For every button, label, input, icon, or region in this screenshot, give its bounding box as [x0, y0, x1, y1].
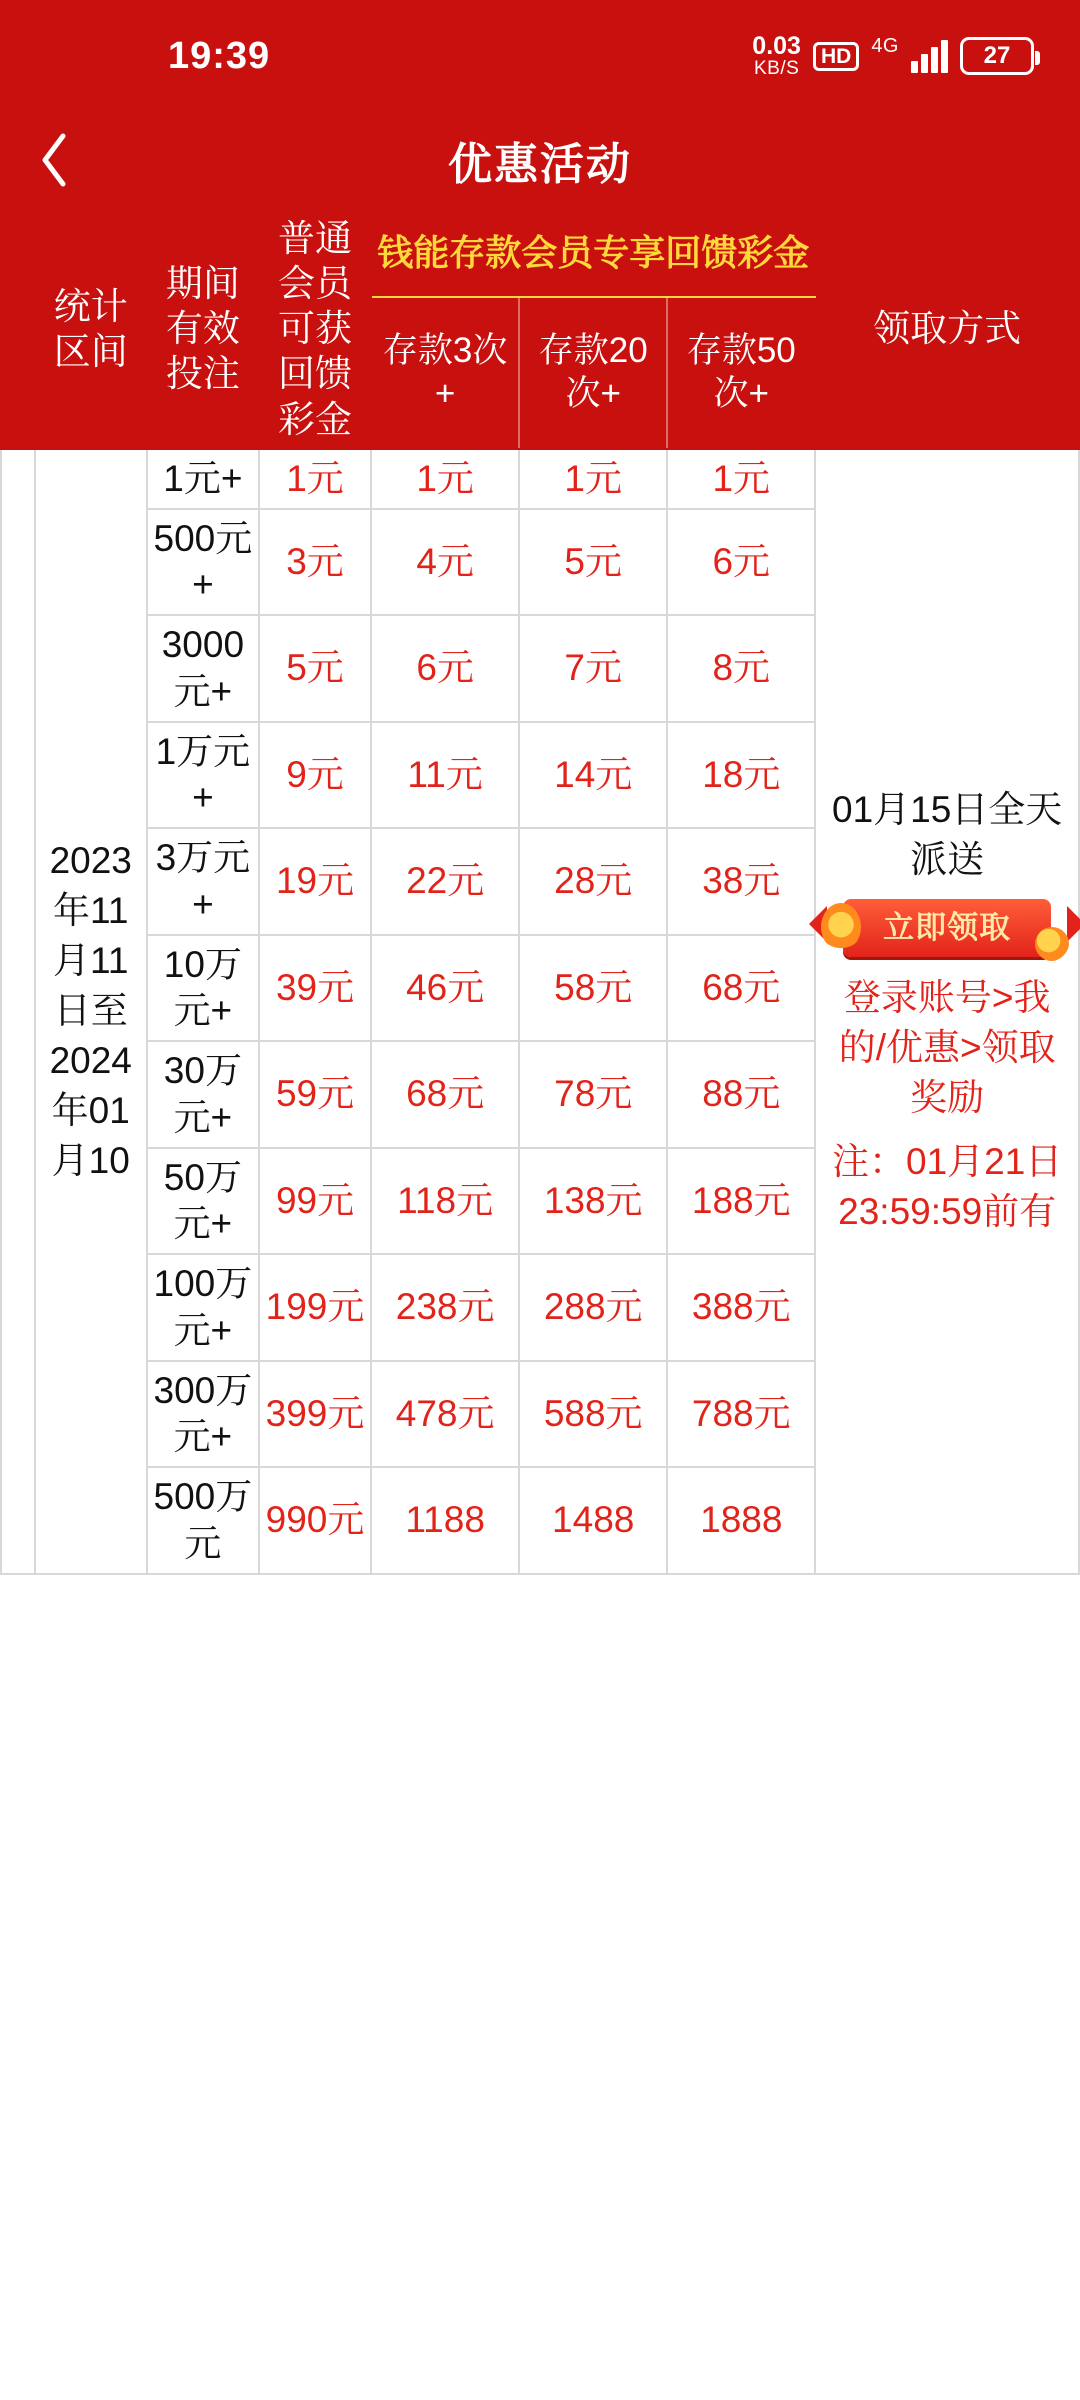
header-deposit-50: 存款50次+: [667, 297, 815, 448]
cell-d20: 588元: [519, 1361, 667, 1468]
cell-d20: 78元: [519, 1041, 667, 1148]
chevron-left-icon: [37, 130, 73, 190]
cell-d20: 58元: [519, 935, 667, 1042]
cell-bet: 500万元: [147, 1467, 259, 1574]
cell-d3: 118元: [371, 1148, 519, 1255]
cell-d3: 6元: [371, 615, 519, 722]
battery-level-label: 27: [983, 42, 1011, 69]
status-clock: 19:39: [168, 34, 271, 77]
cell-normal: 990元: [259, 1467, 371, 1574]
cell-normal: 199元: [259, 1254, 371, 1361]
cell-bet: 3万元+: [147, 828, 259, 935]
cell-d50: 18元: [667, 722, 815, 829]
cell-bet: 50万元+: [147, 1148, 259, 1255]
title-bar: [0, 112, 1080, 208]
claim-schedule: 01月15日全天派送: [832, 789, 1063, 881]
table-body-left-edge: [1, 449, 35, 1574]
cell-d50: 788元: [667, 1361, 815, 1468]
header-vip-group: 钱能存款会员专享回馈彩金: [371, 209, 815, 297]
cell-normal: 39元: [259, 935, 371, 1042]
claim-now-button[interactable]: 立即领取: [843, 899, 1051, 957]
header-claim-method: 领取方式: [815, 209, 1079, 449]
cell-d3: 238元: [371, 1254, 519, 1361]
cell-d3: 46元: [371, 935, 519, 1042]
cell-bet: 3000元+: [147, 615, 259, 722]
cell-bet: 1元+: [147, 449, 259, 509]
signal-bars-icon: [911, 39, 948, 73]
network-speed-unit: KB/S: [753, 58, 800, 79]
cell-period-value: 2023年11月11日至2024年01月10: [35, 449, 147, 1574]
cell-d50: 388元: [667, 1254, 815, 1361]
cell-normal: 399元: [259, 1361, 371, 1468]
cell-d50: 38元: [667, 828, 815, 935]
promo-table: [0, 208, 1080, 1575]
cell-bet: 10万元+: [147, 935, 259, 1042]
cell-normal: 19元: [259, 828, 371, 935]
promo-table-wrapper: [0, 208, 1080, 1575]
cell-bet: 1万元+: [147, 722, 259, 829]
cell-d50: 68元: [667, 935, 815, 1042]
hd-badge-icon: HD: [813, 42, 859, 71]
back-button[interactable]: [0, 112, 110, 208]
cell-d3: 22元: [371, 828, 519, 935]
cell-bet: 300万元+: [147, 1361, 259, 1468]
cell-d50: 6元: [667, 509, 815, 616]
status-bar: [0, 0, 1080, 112]
cell-d3: 11元: [371, 722, 519, 829]
cell-bet: 500元+: [147, 509, 259, 616]
table-header-row-1: [1, 209, 1079, 297]
header-valid-bet: 期间有效投注: [147, 209, 259, 449]
network-speed-indicator: [752, 34, 801, 78]
status-indicators: [752, 34, 1034, 78]
cell-d20: 138元: [519, 1148, 667, 1255]
cell-d50: 88元: [667, 1041, 815, 1148]
cell-d50: 1888: [667, 1467, 815, 1574]
header-deposit-20: 存款20次+: [519, 297, 667, 448]
cell-normal: 59元: [259, 1041, 371, 1148]
cell-d20: 28元: [519, 828, 667, 935]
cell-d3: 1元: [371, 449, 519, 509]
cell-normal: 1元: [259, 449, 371, 509]
cell-claim-method: [815, 449, 1079, 1574]
page-title: 优惠活动: [448, 140, 632, 189]
header-period: 统计区间: [35, 209, 147, 449]
network-type-label: 4G: [871, 34, 899, 57]
cell-d20: 1488: [519, 1467, 667, 1574]
cell-d3: 68元: [371, 1041, 519, 1148]
cell-d3: 4元: [371, 509, 519, 616]
cell-d3: 478元: [371, 1361, 519, 1468]
cell-normal: 99元: [259, 1148, 371, 1255]
cell-bet: 30万元+: [147, 1041, 259, 1148]
cell-normal: 5元: [259, 615, 371, 722]
cell-d20: 288元: [519, 1254, 667, 1361]
cell-normal: 9元: [259, 722, 371, 829]
cell-d50: 1元: [667, 449, 815, 509]
header-deposit-3: 存款3次+: [371, 297, 519, 448]
cell-normal: 3元: [259, 509, 371, 616]
cell-d50: 8元: [667, 615, 815, 722]
cell-d50: 188元: [667, 1148, 815, 1255]
header-normal-member: 普通会员可获回馈彩金: [259, 209, 371, 449]
ribbon-right-icon: [1067, 906, 1080, 942]
cell-bet: 100万元+: [147, 1254, 259, 1361]
cell-d3: 1188: [371, 1467, 519, 1574]
claim-path-text: 登录账号>我的/优惠>领取奖励: [838, 977, 1056, 1119]
table-row: [1, 449, 1079, 509]
cell-d20: 14元: [519, 722, 667, 829]
table-left-edge: [1, 209, 35, 449]
battery-icon: [960, 37, 1034, 75]
cell-d20: 1元: [519, 449, 667, 509]
network-speed-value: 0.03: [752, 32, 801, 60]
cell-d20: 7元: [519, 615, 667, 722]
cell-d20: 5元: [519, 509, 667, 616]
claim-note-text: 注：01月21日23:59:59前有: [832, 1141, 1063, 1233]
